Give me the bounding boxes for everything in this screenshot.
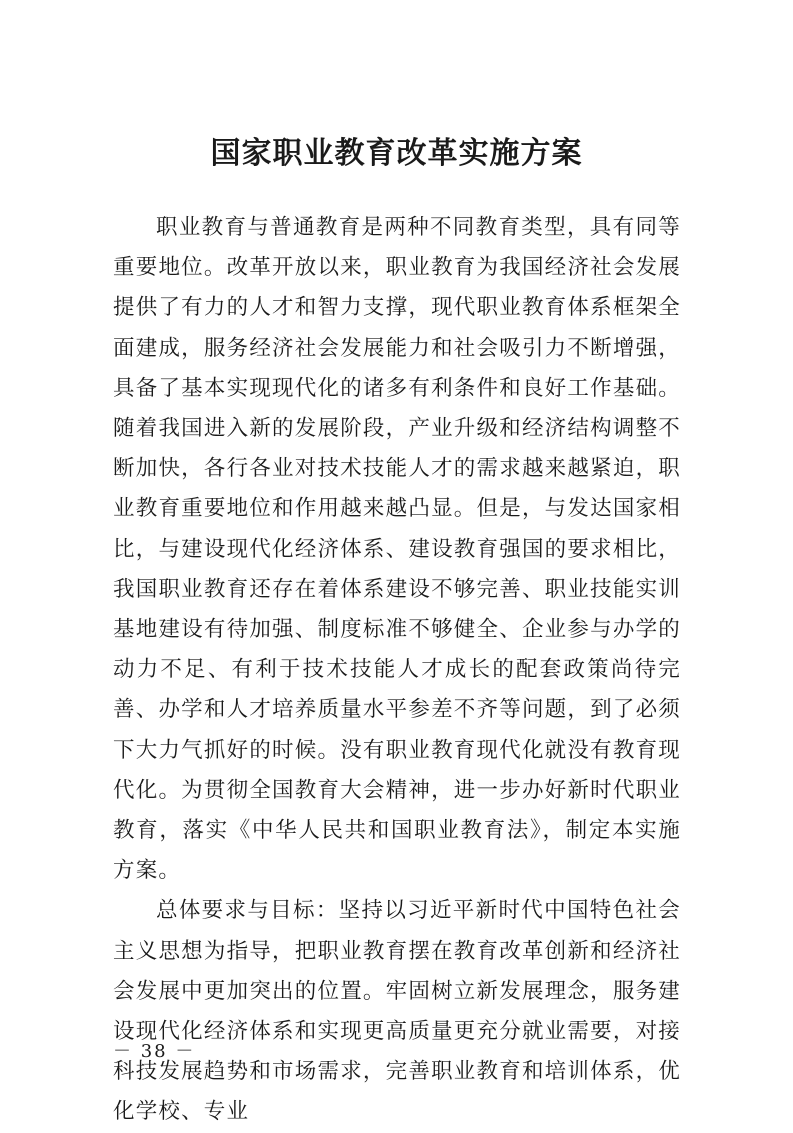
document-body: [113, 208, 681, 1133]
paragraph-overall-requirements: 总体要求与目标：坚持以习近平新时代中国特色社会主义思想为指导，把职业教育摆在教育改革创新和经济社会发展中更加突出的位置。牢固树立新发展理念，服务建设现代化经济体系和实现更高质量更充分就业需要，对接科技发展趋势和市场需求，完善职业教育和培训体系，优化学校、专业: [113, 898, 681, 1125]
page-number: － 38 －: [113, 1041, 196, 1062]
paragraph-intro: 职业教育与普通教育是两种不同教育类型，具有同等重要地位。改革开放以来，职业教育为我国经济社会发展提供了有力的人才和智力支撑，现代职业教育体系框架全面建成，服务经济社会发展能力和社会吸引力不断增强，具备了基本实现现代化的诸多有利条件和良好工作基础。随着我国进入新的发展阶段，产业升级和经济结构调整不断加快，各行各业对技术技能人才的需求越来越紧迫，职业教育重要地位和作用越来越凸显。但是，与发达国家相比，与建设现代化经济体系、建设教育强国的要求相比，我国职业教育还存在着体系建设不够完善、职业技能实训基地建设有待加强、制度标准不够健全、企业参与办学的动力不足、有利于技术技能人才成长的配套政策尚待完善、办学和人才培养质量水平参差不齐等问题，到了必须下大力气抓好的时候。没有职业教育现代化就没有教育现代化。为贯彻全国教育大会精神，进一步办好新时代职业教育，落实《中华人民共和国职业教育法》，制定本实施方案。: [113, 215, 681, 884]
document-title: 国家职业教育改革实施方案: [210, 136, 583, 171]
